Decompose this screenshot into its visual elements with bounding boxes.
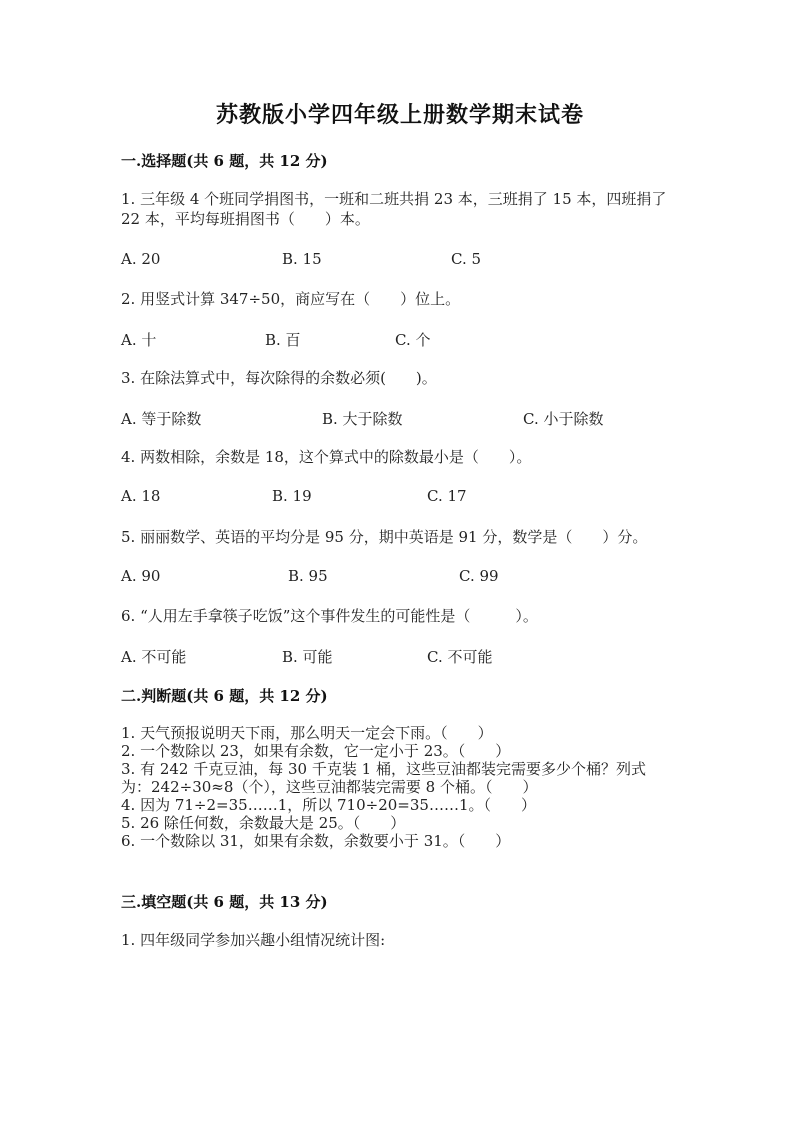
question-4: 4. 两数相除，余数是 18，这个算式中的除数最小是（ ）。 [121, 448, 532, 466]
question-2-options [121, 329, 701, 349]
option-c: C. 小于除数 [523, 410, 604, 428]
judgement-item: 3. 有 242 千克豆油，每 30 千克装 1 桶，这些豆油都装完需要多少个桶？列式 [121, 760, 646, 778]
judgement-item: 6. 一个数除以 31，如果有余数，余数要小于 31。（ ） [121, 832, 511, 850]
question-1-options [121, 250, 701, 270]
option-a: A. 20 [121, 250, 161, 268]
question-3-options [121, 408, 701, 428]
option-b: B. 可能 [282, 648, 333, 666]
option-c: C. 17 [427, 487, 467, 505]
option-b: B. 大于除数 [322, 410, 403, 428]
option-c: C. 5 [451, 250, 482, 268]
option-b: B. 百 [265, 331, 301, 349]
option-b: B. 95 [288, 567, 328, 585]
option-a: A. 等于除数 [121, 410, 202, 428]
question-2: 2. 用竖式计算 347÷50，商应写在（ ）位上。 [121, 290, 461, 308]
question-6: 6. “人用左手拿筷子吃饭”这个事件发生的可能性是（ ）。 [121, 607, 538, 625]
question-1: 1. 三年级 4 个班同学捐图书，一班和二班共捐 23 本，三班捐了 15 本，四班捐了 22 本，平均每班捐图书（ ）本。 [121, 190, 667, 228]
question-5: 5. 丽丽数学、英语的平均分是 95 分，期中英语是 91 分，数学是（ ）分。 [121, 528, 648, 546]
judgement-item: 1. 天气预报说明天下雨，那么明天一定会下雨。（ ） [121, 724, 493, 742]
judgement-item: 2. 一个数除以 23，如果有余数，它一定小于 23。（ ） [121, 742, 511, 760]
option-c: C. 个 [395, 331, 431, 349]
question-5-options [121, 567, 701, 587]
option-a: A. 不可能 [121, 648, 187, 666]
page-title: 苏教版小学四年级上册数学期末试卷 [215, 102, 584, 128]
fill-question-1: 1. 四年级同学参加兴趣小组情况统计图: [121, 931, 386, 949]
judgement-item: 5. 26 除任何数，余数最大是 25。（ ） [121, 814, 406, 832]
judgement-item: 为：242÷30≈8（个），这些豆油都装完需要 8 个桶。（ ） [121, 778, 538, 796]
option-a: A. 90 [121, 567, 161, 585]
section-heading-choice: 一.选择题(共 6 题，共 12 分) [121, 152, 328, 170]
option-a: A. 十 [121, 331, 157, 349]
question-6-options [121, 646, 701, 666]
option-b: B. 19 [272, 487, 312, 505]
option-a: A. 18 [121, 487, 161, 505]
question-4-options [121, 487, 701, 507]
option-c: C. 不可能 [427, 648, 493, 666]
judgement-item: 4. 因为 71÷2=35……1，所以 710÷20=35……1。（ ） [121, 796, 536, 814]
section-heading-judgement: 二.判断题(共 6 题，共 12 分) [121, 687, 328, 705]
section-heading-fill-in: 三.填空题(共 6 题，共 13 分) [121, 893, 328, 911]
option-c: C. 99 [459, 567, 499, 585]
judgement-list [121, 724, 681, 850]
option-b: B. 15 [282, 250, 322, 268]
question-3: 3. 在除法算式中，每次除得的余数必须( )。 [121, 369, 437, 387]
